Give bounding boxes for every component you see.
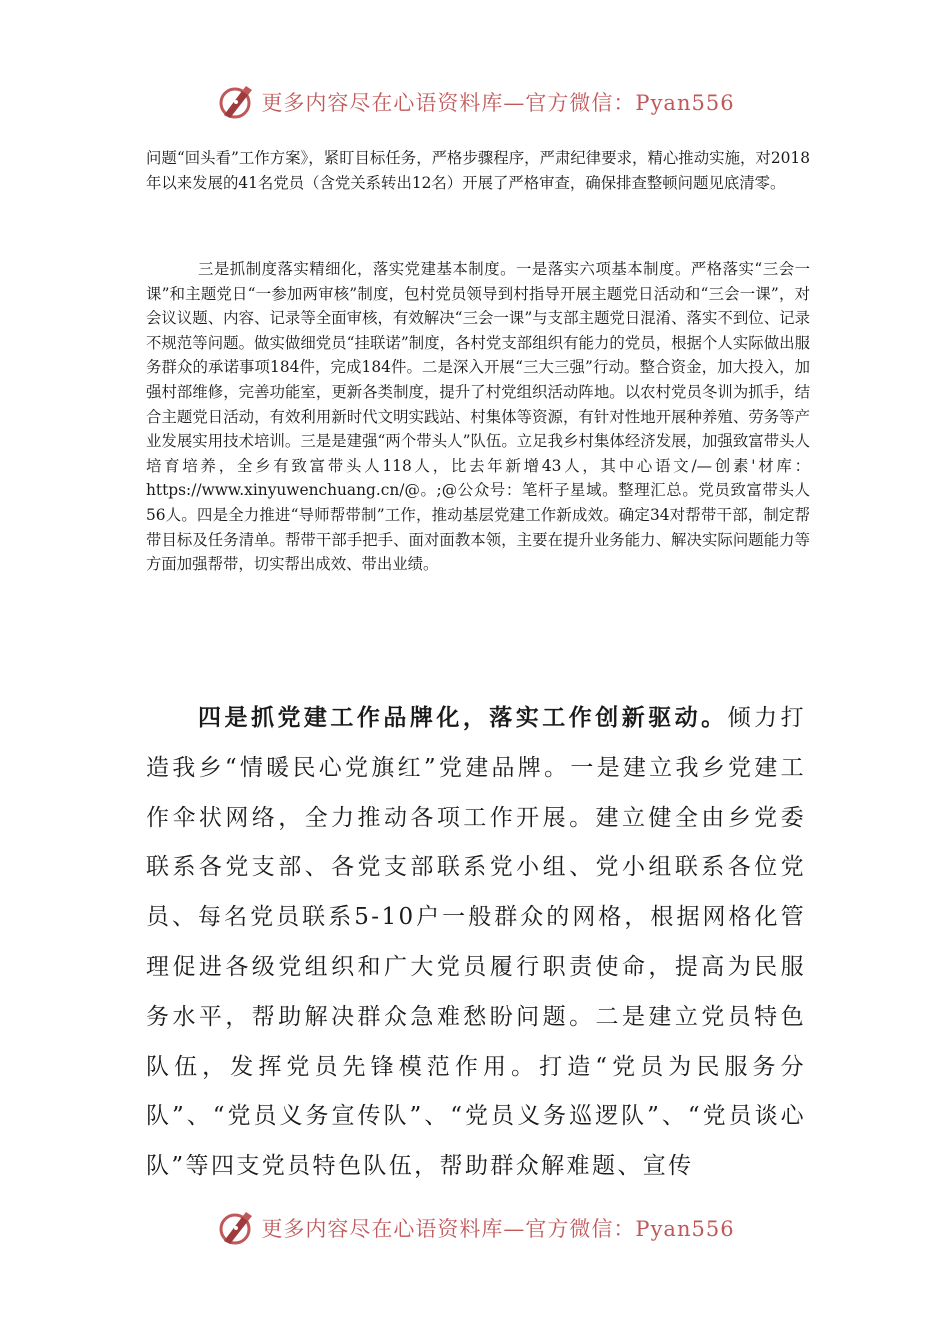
paragraph-3-heading: 四是抓党建工作品牌化，落实工作创新驱动。 <box>198 704 728 731</box>
paragraph-1-text: 问题“回头看”工作方案》，紧盯目标任务，严格步骤程序，严肃纪律要求，精心推动实施，对2018年以来发展的41名党员（含党关系转出12名）开展了严格审查，确保排查整顿问题见底清零。 <box>146 149 810 192</box>
footer-banner-text: 更多内容尽在心语资料库—官方微信：Pyan556 <box>261 1217 735 1241</box>
pen-nib-logo-icon <box>215 82 255 122</box>
paragraph-1 <box>146 146 810 195</box>
pen-nib-logo-icon <box>215 1208 255 1248</box>
paragraph-3-body: 倾力打造我乡“情暖民心党旗红”党建品牌。一是建立我乡党建工作伞状网络，全力推动各项工作开展。建立健全由乡党委联系各党支部、各党支部联系党小组、党小组联系各位党员、每名党员联系5-10户一般群众的网格，根据网格化管理促进各级党组织和广大党员履行职责使命，提高为民服务水平，帮助解决群众急难愁盼问题。二是建立党员特色队伍，发挥党员先锋模范作用。打造“党员为民服务分队”、“党员义务宣传队”、“党员义务巡逻队”、“党员谈心队”等四支党员特色队伍，帮助群众解难题、宣传 <box>146 705 807 1180</box>
paragraph-2 <box>146 257 810 577</box>
footer-banner <box>0 1208 950 1248</box>
header-banner <box>0 82 950 122</box>
paragraph-2-text: 三是抓制度落实精细化，落实党建基本制度。一是落实六项基本制度。严格落实“三会一课”和主题党日“一参加两审核”制度，包村党员领导到村指导开展主题党日活动和“三会一课”，对会议议题、内容、记录等全面审核，有效解决“三会一课”与支部主题党日混淆、落实不到位、记录不规范等问题。做实做细党员“挂联诺”制度，各村党支部组织有能力的党员，根据个人实际做出服务群众的承诺事项184件，完成184件。二是深入开展“三大三强”行动。整合资金，加大投入，加强村部维修，完善功能室，更新各类制度，提升了村党组织活动阵地。以农村党员冬训为抓手，结合主题党日活动，有效利用新时代文明实践站、村集体等资源，有针对性地开展种养殖、劳务等产业发展实用技术培训。三是是建强“两个带头人”队伍。立足我乡村集体经济发展，加强致富带头人培育培养，全乡有致富带头人118人，比去年新增43人，其中心语文/—创素'材库：https://www.xinyuwenchuang.cn/@。;@公众号：笔杆子星域。整理汇总。党员致富带头人56人。四是全力推进“导师帮带制”工作，推动基层党建工作新成效。确定34对帮带干部，制定帮带目标及任务清单。帮带干部手把手、面对面教本领，主要在提升业务能力、解决实际问题能力等方面加强帮带，切实帮出成效、带出业绩。 <box>146 260 810 574</box>
paragraph-3 <box>146 693 806 1192</box>
header-banner-text: 更多内容尽在心语资料库—官方微信：Pyan556 <box>261 91 735 115</box>
